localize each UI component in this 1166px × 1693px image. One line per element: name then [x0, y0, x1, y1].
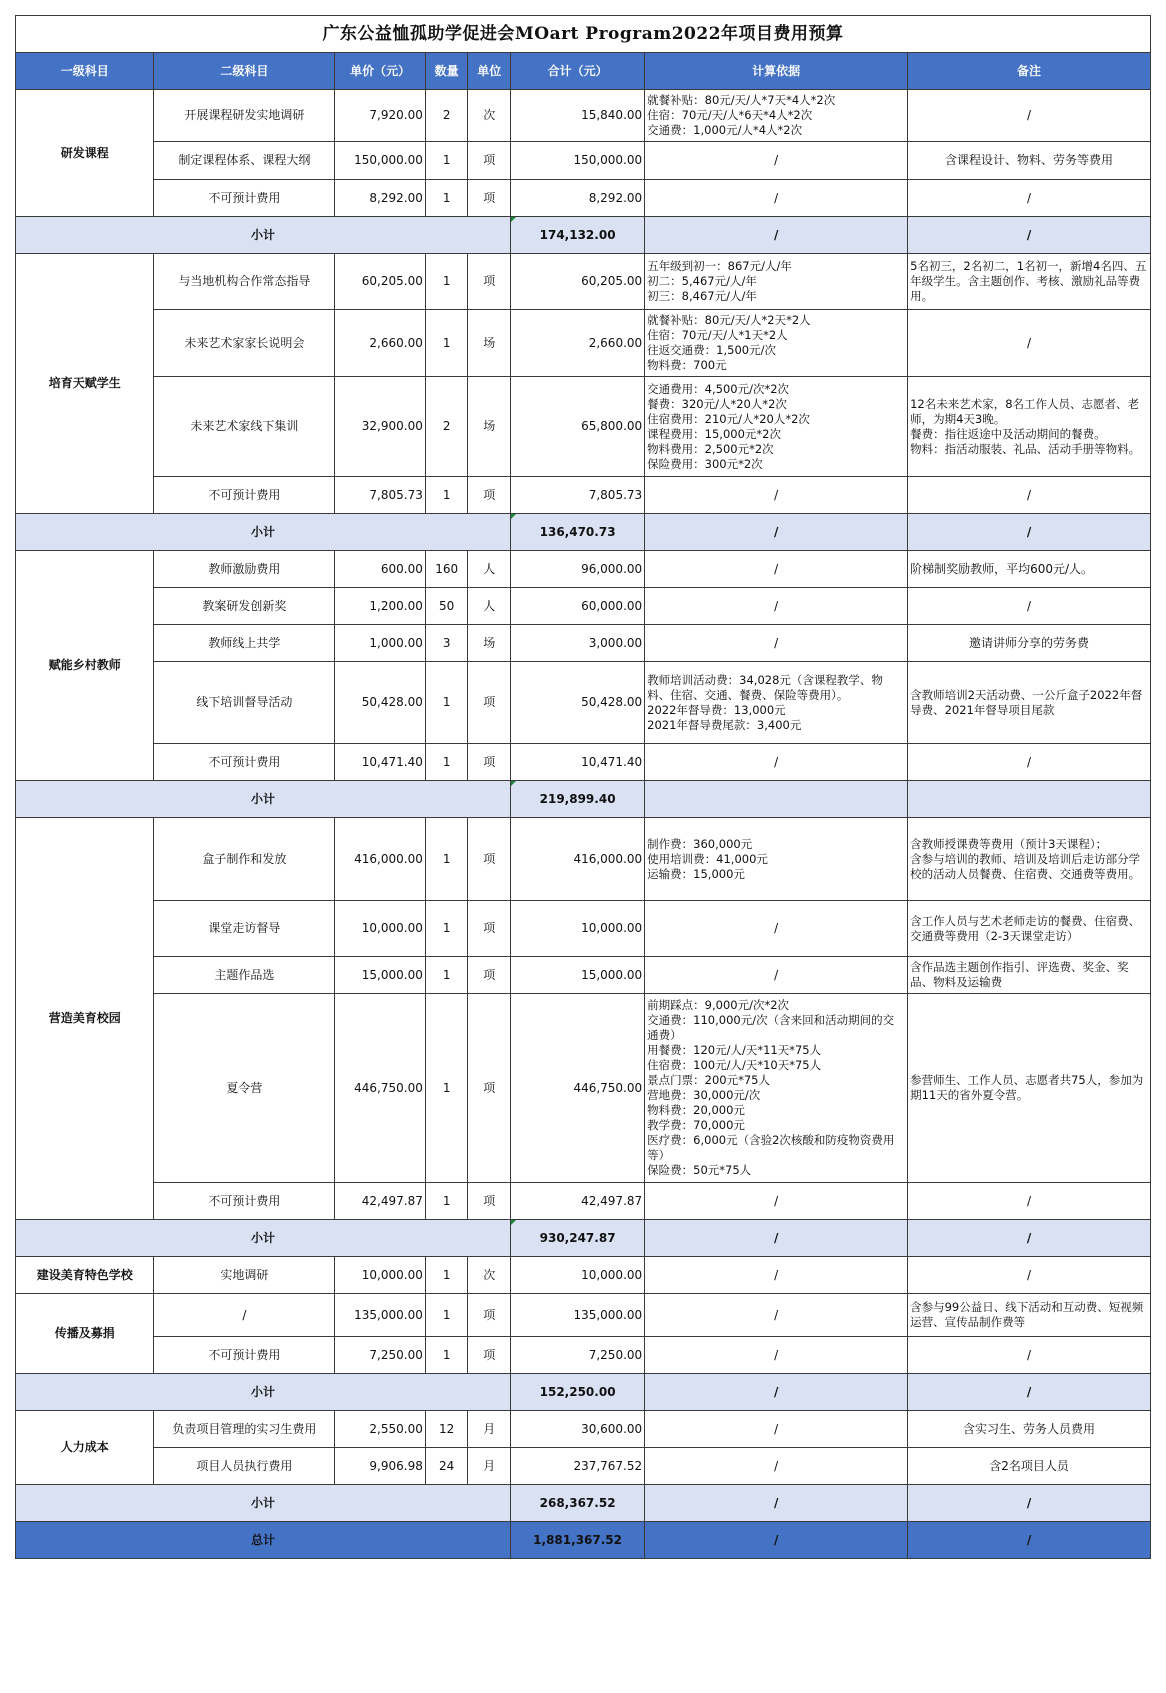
table-row	[16, 254, 1151, 310]
level1-cell: 人力成本	[16, 1411, 154, 1485]
note-cell: /	[908, 180, 1151, 217]
price-cell: 9,906.98	[335, 1448, 425, 1485]
subtotal-basis: /	[645, 514, 908, 551]
unit-cell: 项	[468, 957, 511, 994]
note-cell: 含教师培训2天活动费、一公斤盒子2022年督导费、2021年督导项目尾款	[908, 662, 1151, 744]
level2-cell: /	[154, 1294, 335, 1337]
grand-total-basis: /	[645, 1522, 908, 1559]
unit-cell: 月	[468, 1411, 511, 1448]
basis-cell: /	[645, 901, 908, 957]
qty-cell: 1	[425, 1294, 468, 1337]
price-cell: 135,000.00	[335, 1294, 425, 1337]
table-row	[16, 310, 1151, 377]
total-cell: 446,750.00	[511, 994, 645, 1183]
table-row	[16, 377, 1151, 477]
price-cell: 1,200.00	[335, 588, 425, 625]
qty-cell: 160	[425, 551, 468, 588]
header-level2: 二级科目	[154, 53, 335, 90]
subtotal-label: 小计	[16, 217, 511, 254]
total-cell: 42,497.87	[511, 1183, 645, 1220]
subtotal-total: 930,247.87	[511, 1220, 645, 1257]
level1-cell: 研发课程	[16, 90, 154, 217]
unit-cell: 项	[468, 477, 511, 514]
qty-cell: 1	[425, 254, 468, 310]
subtotal-basis: /	[645, 1485, 908, 1522]
basis-cell: /	[645, 551, 908, 588]
basis-cell: 制作费：360,000元 使用培训费：41,000元 运输费：15,000元	[645, 818, 908, 901]
price-cell: 600.00	[335, 551, 425, 588]
price-cell: 150,000.00	[335, 142, 425, 180]
level2-cell: 不可预计费用	[154, 1337, 335, 1374]
subtotal-note	[908, 781, 1151, 818]
note-cell: 含参与99公益日、线下活动和互动费、短视频运营、宣传品制作费等	[908, 1294, 1151, 1337]
note-cell: /	[908, 477, 1151, 514]
subtotal-basis	[645, 781, 908, 818]
subtotal-basis: /	[645, 1220, 908, 1257]
budget-sheet	[15, 15, 1151, 1559]
total-cell: 50,428.00	[511, 662, 645, 744]
unit-cell: 项	[468, 901, 511, 957]
level1-cell: 建设美育特色学校	[16, 1257, 154, 1294]
total-cell: 60,205.00	[511, 254, 645, 310]
total-cell: 96,000.00	[511, 551, 645, 588]
qty-cell: 1	[425, 901, 468, 957]
unit-cell: 场	[468, 377, 511, 477]
note-cell: /	[908, 1337, 1151, 1374]
qty-cell: 2	[425, 90, 468, 142]
header-unit: 单位	[468, 53, 511, 90]
unit-cell: 项	[468, 142, 511, 180]
unit-cell: 项	[468, 994, 511, 1183]
total-cell: 8,292.00	[511, 180, 645, 217]
total-cell: 10,471.40	[511, 744, 645, 781]
level2-cell: 不可预计费用	[154, 1183, 335, 1220]
qty-cell: 3	[425, 625, 468, 662]
basis-cell: /	[645, 180, 908, 217]
price-cell: 60,205.00	[335, 254, 425, 310]
grand-total-note: /	[908, 1522, 1151, 1559]
table-row	[16, 957, 1151, 994]
subtotal-row	[16, 1485, 1151, 1522]
level2-cell: 教师线上共学	[154, 625, 335, 662]
note-cell: 参营师生、工作人员、志愿者共75人，参加为期11天的省外夏令营。	[908, 994, 1151, 1183]
total-cell: 30,600.00	[511, 1411, 645, 1448]
basis-cell: /	[645, 1294, 908, 1337]
unit-cell: 月	[468, 1448, 511, 1485]
price-cell: 15,000.00	[335, 957, 425, 994]
header-note: 备注	[908, 53, 1151, 90]
price-cell: 7,805.73	[335, 477, 425, 514]
note-cell: 含教师授课费等费用（预计3天课程）； 含参与培训的教师、培训及培训后走访部分学校的活动人员餐费、住宿费、交通费等费用。	[908, 818, 1151, 901]
basis-cell: 就餐补贴：80元/天/人*2天*2人 住宿：70元/天/人*1天*2人 往返交通费：1,500元/次 物料费：700元	[645, 310, 908, 377]
price-cell: 8,292.00	[335, 180, 425, 217]
subtotal-row	[16, 781, 1151, 818]
unit-cell: 次	[468, 90, 511, 142]
table-row	[16, 1183, 1151, 1220]
qty-cell: 1	[425, 477, 468, 514]
unit-cell: 项	[468, 1337, 511, 1374]
price-cell: 7,250.00	[335, 1337, 425, 1374]
note-cell: 5名初三，2名初二，1名初一，新增4名四、五年级学生。含主题创作、考核、激励礼品等费用。	[908, 254, 1151, 310]
subtotal-row	[16, 1220, 1151, 1257]
level2-cell: 未来艺术家家长说明会	[154, 310, 335, 377]
price-cell: 10,471.40	[335, 744, 425, 781]
price-cell: 10,000.00	[335, 901, 425, 957]
level2-cell: 不可预计费用	[154, 477, 335, 514]
level2-cell: 项目人员执行费用	[154, 1448, 335, 1485]
subtotal-note: /	[908, 217, 1151, 254]
subtotal-label: 小计	[16, 1485, 511, 1522]
qty-cell: 1	[425, 1337, 468, 1374]
header-level1: 一级科目	[16, 53, 154, 90]
total-cell: 2,660.00	[511, 310, 645, 377]
subtotal-total: 268,367.52	[511, 1485, 645, 1522]
total-cell: 237,767.52	[511, 1448, 645, 1485]
price-cell: 7,920.00	[335, 90, 425, 142]
unit-cell: 项	[468, 180, 511, 217]
note-cell: /	[908, 1257, 1151, 1294]
subtotal-label: 小计	[16, 1374, 511, 1411]
subtotal-row	[16, 514, 1151, 551]
unit-cell: 人	[468, 551, 511, 588]
table-row	[16, 901, 1151, 957]
qty-cell: 1	[425, 1183, 468, 1220]
table-row	[16, 994, 1151, 1183]
qty-cell: 50	[425, 588, 468, 625]
basis-cell: 五年级到初一：867元/人/年 初二：5,467元/人/年 初三：8,467元/人/年	[645, 254, 908, 310]
grand-total-label: 总计	[16, 1522, 511, 1559]
total-cell: 10,000.00	[511, 901, 645, 957]
table-row	[16, 1411, 1151, 1448]
basis-cell: /	[645, 957, 908, 994]
table-row	[16, 477, 1151, 514]
level2-cell: 未来艺术家线下集训	[154, 377, 335, 477]
unit-cell: 场	[468, 310, 511, 377]
basis-cell: /	[645, 1257, 908, 1294]
price-cell: 50,428.00	[335, 662, 425, 744]
unit-cell: 次	[468, 1257, 511, 1294]
table-row	[16, 142, 1151, 180]
qty-cell: 2	[425, 377, 468, 477]
unit-cell: 项	[468, 744, 511, 781]
subtotal-label: 小计	[16, 514, 511, 551]
basis-cell: /	[645, 1183, 908, 1220]
total-cell: 3,000.00	[511, 625, 645, 662]
level2-cell: 课堂走访督导	[154, 901, 335, 957]
header-quantity: 数量	[425, 53, 468, 90]
subtotal-total: 219,899.40	[511, 781, 645, 818]
basis-cell: /	[645, 744, 908, 781]
table-row	[16, 744, 1151, 781]
basis-cell: /	[645, 477, 908, 514]
note-cell: /	[908, 744, 1151, 781]
total-cell: 416,000.00	[511, 818, 645, 901]
subtotal-label: 小计	[16, 781, 511, 818]
level2-cell: 与当地机构合作常态指导	[154, 254, 335, 310]
total-cell: 135,000.00	[511, 1294, 645, 1337]
level2-cell: 负责项目管理的实习生费用	[154, 1411, 335, 1448]
basis-cell: 前期踩点：9,000元/次*2次 交通费：110,000元/次（含来回和活动期间的交通费） 用餐费：120元/人/天*11天*75人 住宿费：100元/人/天*10天*75人 景点门票：200元*75人 营地费：30,000元/次 物料费：20,000元 教学费：70,000元 医疗费：6,000元（含验2次核酸和防疫物资费用等） 保险费：50元*75人	[645, 994, 908, 1183]
qty-cell: 1	[425, 1257, 468, 1294]
unit-cell: 场	[468, 625, 511, 662]
level2-cell: 制定课程体系、课程大纲	[154, 142, 335, 180]
qty-cell: 1	[425, 142, 468, 180]
note-cell: 含工作人员与艺术老师走访的餐费、住宿费、交通费等费用（2-3天课堂走访）	[908, 901, 1151, 957]
table-row	[16, 818, 1151, 901]
header-row	[16, 53, 1151, 90]
basis-cell: /	[645, 1448, 908, 1485]
subtotal-note: /	[908, 1220, 1151, 1257]
qty-cell: 1	[425, 310, 468, 377]
subtotal-basis: /	[645, 217, 908, 254]
subtotal-label: 小计	[16, 1220, 511, 1257]
note-cell: 邀请讲师分享的劳务费	[908, 625, 1151, 662]
budget-table	[15, 15, 1151, 1559]
total-cell: 15,000.00	[511, 957, 645, 994]
table-row	[16, 1448, 1151, 1485]
note-cell: /	[908, 310, 1151, 377]
subtotal-basis: /	[645, 1374, 908, 1411]
level2-cell: 主题作品选	[154, 957, 335, 994]
qty-cell: 1	[425, 994, 468, 1183]
basis-cell: /	[645, 1411, 908, 1448]
level1-cell: 赋能乡村教师	[16, 551, 154, 781]
level2-cell: 夏令营	[154, 994, 335, 1183]
price-cell: 416,000.00	[335, 818, 425, 901]
total-cell: 15,840.00	[511, 90, 645, 142]
level2-cell: 盒子制作和发放	[154, 818, 335, 901]
qty-cell: 1	[425, 957, 468, 994]
basis-cell: 教师培训活动费：34,028元（含课程教学、物料、住宿、交通、餐费、保险等费用）。 2022年督导费：13,000元 2021年督导费尾款：3,400元	[645, 662, 908, 744]
basis-cell: /	[645, 1337, 908, 1374]
header-total: 合计（元）	[511, 53, 645, 90]
level2-cell: 不可预计费用	[154, 744, 335, 781]
note-cell: 含课程设计、物料、劳务等费用	[908, 142, 1151, 180]
table-row	[16, 662, 1151, 744]
price-cell: 446,750.00	[335, 994, 425, 1183]
basis-cell: 就餐补贴：80元/天/人*7天*4人*2次 住宿：70元/天/人*6天*4人*2次 交通费：1,000元/人*4人*2次	[645, 90, 908, 142]
subtotal-total: 152,250.00	[511, 1374, 645, 1411]
qty-cell: 1	[425, 744, 468, 781]
qty-cell: 1	[425, 818, 468, 901]
note-cell: /	[908, 1183, 1151, 1220]
level2-cell: 开展课程研发实地调研	[154, 90, 335, 142]
table-row	[16, 1257, 1151, 1294]
price-cell: 32,900.00	[335, 377, 425, 477]
note-cell: /	[908, 588, 1151, 625]
note-cell: 含实习生、劳务人员费用	[908, 1411, 1151, 1448]
table-row	[16, 625, 1151, 662]
table-row	[16, 551, 1151, 588]
note-cell: 阶梯制奖励教师，平均600元/人。	[908, 551, 1151, 588]
level2-cell: 教师激励费用	[154, 551, 335, 588]
basis-cell: 交通费用：4,500元/次*2次 餐费：320元/人*20人*2次 住宿费用：210元/人*20人*2次 课程费用：15,000元*2次 物料费用：2,500元*2次 保险费用：300元*2次	[645, 377, 908, 477]
price-cell: 2,660.00	[335, 310, 425, 377]
unit-cell: 项	[468, 254, 511, 310]
note-cell: /	[908, 90, 1151, 142]
total-cell: 60,000.00	[511, 588, 645, 625]
basis-cell: /	[645, 142, 908, 180]
qty-cell: 1	[425, 180, 468, 217]
unit-cell: 人	[468, 588, 511, 625]
sheet-title: 广东公益恤孤助学促进会MOart Program2022年项目费用预算	[16, 16, 1151, 53]
qty-cell: 12	[425, 1411, 468, 1448]
unit-cell: 项	[468, 1294, 511, 1337]
note-cell: 含作品选主题创作指引、评选费、奖金、奖品、物料及运输费	[908, 957, 1151, 994]
total-cell: 65,800.00	[511, 377, 645, 477]
note-cell: 12名未来艺术家，8名工作人员、志愿者、老师，为期4天3晚。 餐费：指往返途中及活动期间的餐费。 物料：指活动服装、礼品、活动手册等物料。	[908, 377, 1151, 477]
header-unit-price: 单价（元）	[335, 53, 425, 90]
unit-cell: 项	[468, 818, 511, 901]
total-cell: 10,000.00	[511, 1257, 645, 1294]
table-row	[16, 1294, 1151, 1337]
grand-total-row	[16, 1522, 1151, 1559]
basis-cell: /	[645, 588, 908, 625]
level2-cell: 教案研发创新奖	[154, 588, 335, 625]
table-row	[16, 180, 1151, 217]
header-basis: 计算依据	[645, 53, 908, 90]
level1-cell: 培育天赋学生	[16, 254, 154, 514]
level2-cell: 实地调研	[154, 1257, 335, 1294]
price-cell: 10,000.00	[335, 1257, 425, 1294]
grand-total-value: 1,881,367.52	[511, 1522, 645, 1559]
total-cell: 7,250.00	[511, 1337, 645, 1374]
level1-cell: 营造美育校园	[16, 818, 154, 1220]
subtotal-row	[16, 1374, 1151, 1411]
subtotal-row	[16, 217, 1151, 254]
price-cell: 1,000.00	[335, 625, 425, 662]
level2-cell: 线下培训督导活动	[154, 662, 335, 744]
price-cell: 2,550.00	[335, 1411, 425, 1448]
table-row	[16, 1337, 1151, 1374]
note-cell: 含2名项目人员	[908, 1448, 1151, 1485]
qty-cell: 1	[425, 662, 468, 744]
subtotal-total: 174,132.00	[511, 217, 645, 254]
price-cell: 42,497.87	[335, 1183, 425, 1220]
level2-cell: 不可预计费用	[154, 180, 335, 217]
subtotal-total: 136,470.73	[511, 514, 645, 551]
level1-cell: 传播及募捐	[16, 1294, 154, 1374]
unit-cell: 项	[468, 662, 511, 744]
subtotal-note: /	[908, 514, 1151, 551]
table-row	[16, 588, 1151, 625]
subtotal-note: /	[908, 1485, 1151, 1522]
qty-cell: 24	[425, 1448, 468, 1485]
total-cell: 7,805.73	[511, 477, 645, 514]
unit-cell: 项	[468, 1183, 511, 1220]
basis-cell: /	[645, 625, 908, 662]
subtotal-note: /	[908, 1374, 1151, 1411]
total-cell: 150,000.00	[511, 142, 645, 180]
table-row	[16, 90, 1151, 142]
